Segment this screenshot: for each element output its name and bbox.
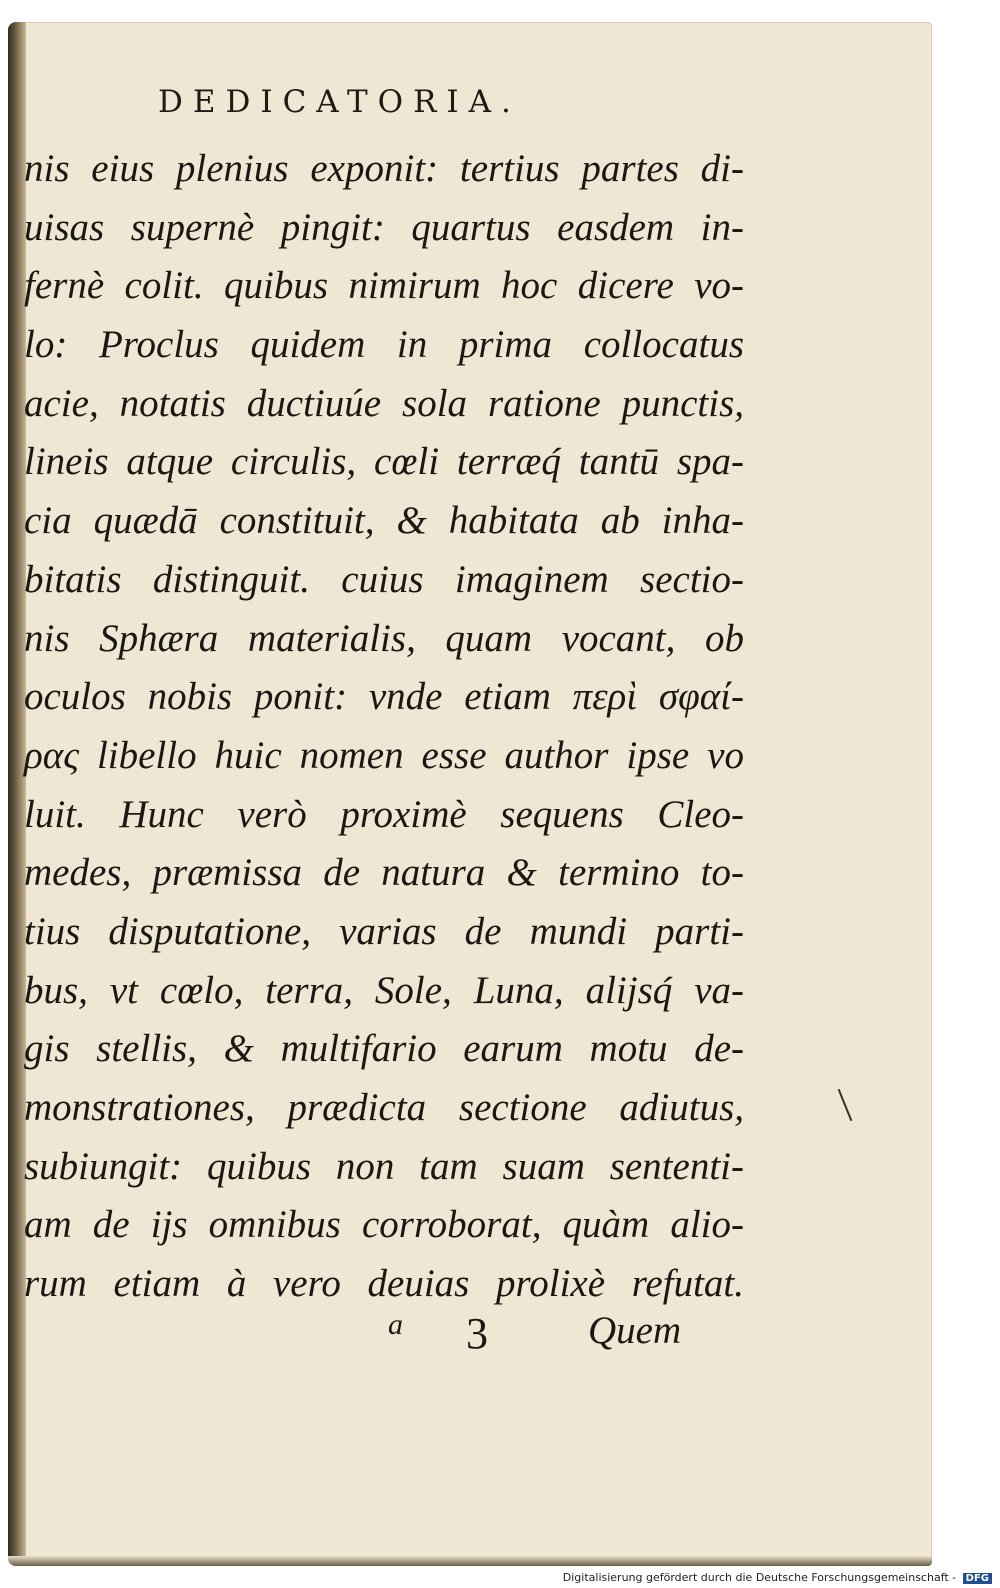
text-line: lo: Proclus quidem in prima collocatus (24, 323, 744, 367)
text-line: lineis atque circulis, cœli terræq́ tantū spa- (24, 440, 744, 484)
text-line: monstrationes, prædicta sectione adiutus, (24, 1086, 744, 1129)
dfg-logo: DFG (963, 1573, 992, 1584)
text-line: gis stellis, & multifario earum motu de- (24, 1027, 744, 1071)
folio-number: 3 (466, 1309, 488, 1358)
text-line: subiungit: quibus non tam suam sententi- (24, 1144, 744, 1188)
text-line: medes, præmissa de natura & termino to- (24, 851, 744, 895)
text-line: nis eius plenius exponit: tertius partes di- (24, 147, 744, 190)
text-line: nis Sphæra materialis, quam vocant, ob (24, 616, 744, 660)
credit-text: Digitalisierung gefördert durch die Deutsche Forschungsgemeinschaft - (562, 1571, 957, 1584)
page-bottom-edge (8, 1556, 932, 1566)
text-block (24, 140, 744, 1314)
page-footer (388, 1308, 728, 1358)
book-page (8, 22, 932, 1566)
text-line: rum etiam à vero deuias prolixè refutat. (24, 1262, 744, 1306)
running-head: DEDICATORIA. (158, 84, 521, 120)
margin-pen-mark (838, 1089, 853, 1121)
signature-mark: a (388, 1308, 403, 1341)
text-line: am de ijs omnibus corroborat, quàm alio- (24, 1203, 744, 1247)
text-line: bus, vt cœlo, terra, Sole, Luna, alijsq́ va- (24, 968, 744, 1012)
text-line: acie, notatis ductiuúe sola ratione punctis, (24, 381, 744, 425)
text-line: cia quædā constituit, & habitata ab inha- (24, 499, 744, 543)
text-line: bitatis distinguit. cuius imaginem sectio- (24, 557, 744, 601)
text-line: oculos nobis ponit: vnde etiam περὶ σφαί- (24, 675, 744, 719)
catchword: Quem (588, 1309, 682, 1352)
text-line: luit. Hunc verò proximè sequens Cleo- (24, 792, 744, 836)
digitization-credit (563, 1571, 992, 1584)
text-line: ρας libello huic nomen esse author ipse vo (24, 733, 744, 777)
text-line: tius disputatione, varias de mundi parti- (24, 909, 744, 953)
text-line: fernè colit. quibus nimirum hoc dicere vo- (24, 264, 744, 308)
text-line: uisas supernè pingit: quartus easdem in- (24, 205, 744, 249)
